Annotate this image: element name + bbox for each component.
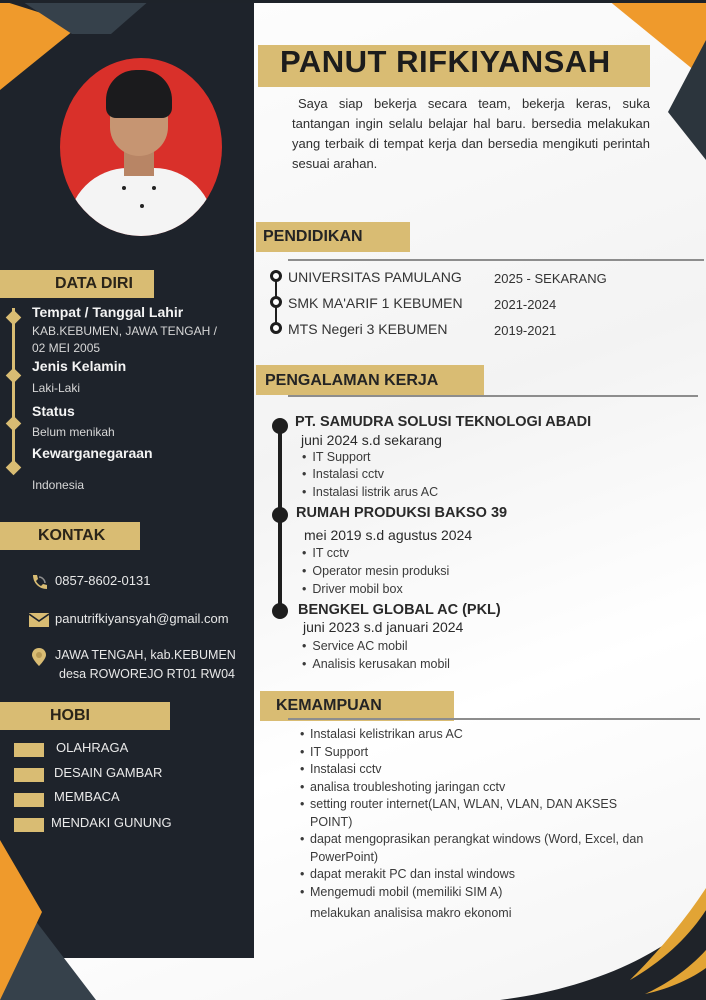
- photo-shirt-button: [122, 186, 126, 190]
- label-birth: Tempat / Tanggal Lahir: [32, 304, 184, 320]
- skill-item: • dapat merakit PC dan instal windows: [300, 866, 660, 884]
- experience-company: PT. SAMUDRA SOLUSI TEKNOLOGI ABADI: [295, 414, 592, 430]
- experience-task: • Instalasi cctv: [302, 467, 384, 481]
- value-status: Belum menikah: [32, 425, 115, 439]
- photo-shirt: [68, 168, 214, 236]
- experience-period: juni 2023 s.d januari 2024: [303, 619, 464, 635]
- section-title-pengalaman: PENGALAMAN KERJA: [265, 372, 439, 389]
- education-years: 2025 - SEKARANG: [494, 271, 607, 286]
- value-citizenship: Indonesia: [32, 478, 85, 492]
- label-citizenship: Kewarganegaraan: [32, 445, 153, 461]
- timeline-ring-icon: [270, 296, 282, 308]
- section-title-pendidikan: PENDIDIKAN: [263, 228, 363, 245]
- section-divider: [288, 259, 704, 261]
- skill-item: • setting router internet(LAN, WLAN, VLAN, DAN AKSES POINT): [300, 796, 660, 831]
- phone-icon: [30, 574, 48, 590]
- skill-item: • Instalasi kelistrikan arus AC: [300, 726, 660, 744]
- experience-company: RUMAH PRODUKSI BAKSO 39: [296, 505, 508, 521]
- profile-photo: [60, 58, 222, 236]
- hobby-marker-icon: [14, 793, 44, 807]
- skill-item: • IT Support: [300, 744, 660, 762]
- hobby-item: OLAHRAGA: [56, 740, 129, 755]
- hobby-item: DESAIN GAMBAR: [54, 765, 163, 780]
- hobby-marker-icon: [14, 818, 44, 832]
- experience-task: • Analisis kerusakan mobil: [302, 657, 450, 671]
- skill-item: • Instalasi cctv: [300, 761, 660, 779]
- timeline-dot-icon: [272, 603, 288, 619]
- section-title: HOBI: [50, 707, 90, 724]
- top-border: [0, 0, 706, 3]
- label-status: Status: [32, 403, 75, 419]
- data-diri-timeline: [12, 308, 15, 470]
- education-school: SMK MA'ARIF 1 KEBUMEN: [288, 295, 463, 311]
- photo-hair: [106, 70, 172, 118]
- hobby-marker-icon: [14, 768, 44, 782]
- experience-task: • IT cctv: [302, 546, 349, 560]
- section-header-kontak: [0, 522, 140, 550]
- experience-task: • Service AC mobil: [302, 639, 408, 653]
- skills-list: [300, 726, 660, 923]
- section-divider: [288, 395, 698, 397]
- value-gender: Laki-Laki: [32, 381, 81, 395]
- education-years: 2021-2024: [494, 297, 557, 312]
- timeline-dot-icon: [272, 507, 288, 523]
- section-title-kemampuan: KEMAMPUAN: [276, 697, 382, 714]
- skill-item: • dapat mengoprasikan perangkat windows (Word, Excel, dan PowerPoint): [300, 831, 660, 866]
- section-header-hobi: [0, 702, 170, 730]
- hobby-marker-icon: [14, 743, 44, 757]
- contact-phone[interactable]: 0857-8602-0131: [55, 573, 151, 588]
- skill-extra: melakukan analisisa makro ekonomi: [310, 906, 512, 920]
- section-divider: [288, 718, 700, 720]
- location-pin-icon: [32, 648, 46, 666]
- email-icon: [29, 613, 49, 627]
- value-birth-date: 02 MEI 2005: [32, 341, 101, 355]
- contact-email[interactable]: panutrifkiyansyah@gmail.com: [55, 611, 229, 626]
- experience-task: • Operator mesin produksi: [302, 564, 449, 578]
- photo-shirt-button: [140, 204, 144, 208]
- contact-address-line2: desa ROWOREJO RT01 RW04: [59, 667, 235, 681]
- experience-company: BENGKEL GLOBAL AC (PKL): [298, 602, 501, 618]
- section-title: KONTAK: [38, 527, 106, 544]
- education-school: MTS Negeri 3 KEBUMEN: [288, 321, 448, 337]
- contact-address-line1: JAWA TENGAH, kab.KEBUMEN: [55, 648, 236, 662]
- skill-item: • analisa troubleshoting jaringan cctv: [300, 779, 660, 797]
- timeline-ring-icon: [270, 270, 282, 282]
- timeline-ring-icon: [270, 322, 282, 334]
- photo-shirt-button: [152, 186, 156, 190]
- education-years: 2019-2021: [494, 323, 557, 338]
- experience-task: • Instalasi listrik arus AC: [302, 485, 438, 499]
- education-school: UNIVERSITAS PAMULANG: [288, 269, 462, 285]
- label-gender: Jenis Kelamin: [32, 358, 127, 374]
- experience-task: • Driver mobil box: [302, 582, 403, 596]
- section-title: DATA DIRI: [55, 275, 133, 292]
- profile-summary: Saya siap bekerja secara team, bekerja keras, suka tantangan ingin selalu belajar hal baru. bersedia melakukan yang terbaik di tempat kerja dan bersedia mengikuti perintah sesuai arahan.: [292, 96, 650, 171]
- candidate-name: PANUT RIFKIYANSAH: [280, 44, 611, 79]
- skill-item: • Mengemudi mobil (memiliki SIM A): [300, 884, 660, 902]
- hobby-item: MENDAKI GUNUNG: [51, 815, 172, 830]
- section-header-data-diri: [0, 270, 154, 298]
- hobby-item: MEMBACA: [54, 789, 120, 804]
- value-birth-place: KAB.KEBUMEN, JAWA TENGAH /: [32, 324, 217, 338]
- experience-period: mei 2019 s.d agustus 2024: [304, 527, 473, 543]
- experience-task: • IT Support: [302, 450, 371, 464]
- experience-period: juni 2024 s.d sekarang: [301, 432, 442, 448]
- timeline-dot-icon: [272, 418, 288, 434]
